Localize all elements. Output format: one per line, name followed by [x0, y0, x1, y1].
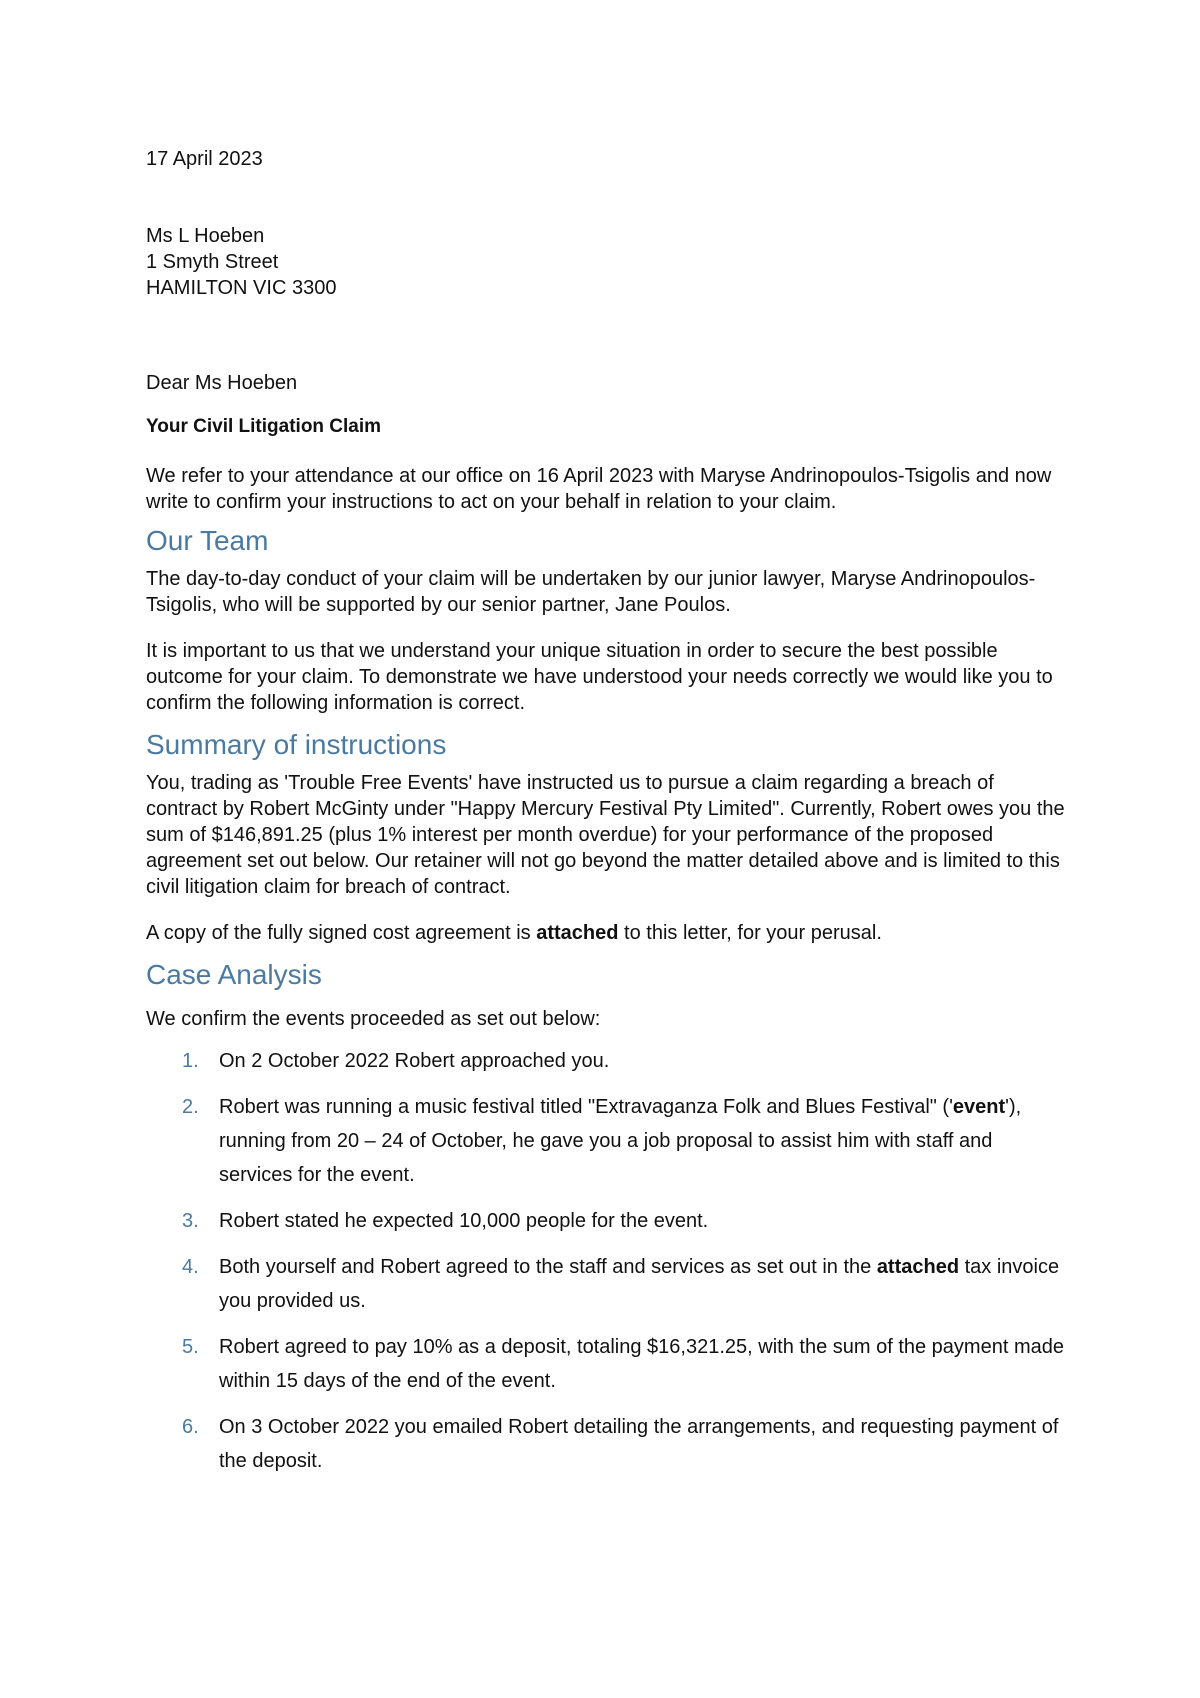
- list-item: [146, 1090, 1066, 1192]
- recipient-address: [146, 223, 1066, 301]
- list-number: 6.: [182, 1416, 199, 1438]
- summary-paragraph-1: You, trading as 'Trouble Free Events' have instructed us to pursue a claim regarding a breach of contract by Robert McGinty under "Happy Mercury Festival Pty Limited". Currently, Robert owes you the sum of $146,891.25 (plus 1% interest per month overdue) for your performance of the proposed agreement set out below. Our retainer will not go beyond the matter detailed above and is limited to this civil litigation claim for breach of contract.: [146, 772, 1065, 898]
- list-item-text: On 3 October 2022 you emailed Robert detailing the arrangements, and requesting payment of the deposit.: [219, 1416, 1059, 1472]
- list-number: 4.: [182, 1256, 199, 1278]
- attached-emphasis: attached: [536, 922, 619, 944]
- list-number: 5.: [182, 1336, 199, 1358]
- team-paragraph-2: It is important to us that we understand your unique situation in order to secure the best possible outcome for your claim. To demonstrate we have understood your needs correctly we would like you to confirm the following information is correct.: [146, 640, 1053, 714]
- summary-p2-post: to this letter, for your perusal.: [618, 922, 882, 944]
- letter-body: [146, 146, 1066, 1490]
- list-item-text-post: '), running from 20 – 24 of October, he gave you a job proposal to assist him with staff and services for the event.: [219, 1096, 1022, 1186]
- list-item: [146, 1044, 1066, 1078]
- list-number: 3.: [182, 1210, 199, 1232]
- recipient-street: 1 Smyth Street: [146, 251, 279, 273]
- list-item-text-post: tax invoice you provided us.: [219, 1256, 1060, 1312]
- heading-our-team: Our Team: [146, 525, 269, 556]
- team-paragraph-1: The day-to-day conduct of your claim will be undertaken by our junior lawyer, Maryse Andrinopoulos-Tsigolis, who will be supported by our senior partner, Jane Poulos.: [146, 568, 1036, 616]
- recipient-city: HAMILTON VIC 3300: [146, 277, 337, 299]
- list-number: 1.: [182, 1050, 199, 1072]
- heading-summary-of-instructions: Summary of instructions: [146, 729, 447, 760]
- letter-date: 17 April 2023: [146, 148, 263, 170]
- subject-line: Your Civil Litigation Claim: [146, 416, 382, 437]
- recipient-name: Ms L Hoeben: [146, 225, 265, 247]
- summary-paragraph-2: [146, 920, 1066, 946]
- list-item-text-pre: Robert was running a music festival titled "Extravaganza Folk and Blues Festival" (': [219, 1096, 953, 1118]
- list-item-text-pre: Both yourself and Robert agreed to the staff and services as set out in the: [219, 1256, 877, 1278]
- attached-emphasis: attached: [876, 1256, 960, 1278]
- case-analysis-intro: We confirm the events proceeded as set out below:: [146, 1008, 601, 1030]
- list-item: [146, 1410, 1066, 1478]
- intro-paragraph: We refer to your attendance at our office on 16 April 2023 with Maryse Andrinopoulos-Tsigolis and now write to confirm your instructions to act on your behalf in relation to your claim.: [146, 465, 1052, 513]
- salutation: Dear Ms Hoeben: [146, 372, 298, 394]
- list-number: 2.: [182, 1096, 199, 1118]
- list-item: [146, 1250, 1066, 1318]
- heading-case-analysis: Case Analysis: [146, 959, 322, 990]
- list-item: [146, 1204, 1066, 1238]
- list-item-text: Robert agreed to pay 10% as a deposit, totaling $16,321.25, with the sum of the payment made within 15 days of the end of the event.: [219, 1336, 1064, 1392]
- list-item-text: Robert stated he expected 10,000 people for the event.: [219, 1210, 709, 1232]
- list-item-text: On 2 October 2022 Robert approached you.: [219, 1050, 610, 1072]
- summary-p2-pre: A copy of the fully signed cost agreement is: [146, 922, 537, 944]
- events-list: [146, 1044, 1066, 1478]
- list-item: [146, 1330, 1066, 1398]
- event-emphasis: event: [952, 1096, 1006, 1118]
